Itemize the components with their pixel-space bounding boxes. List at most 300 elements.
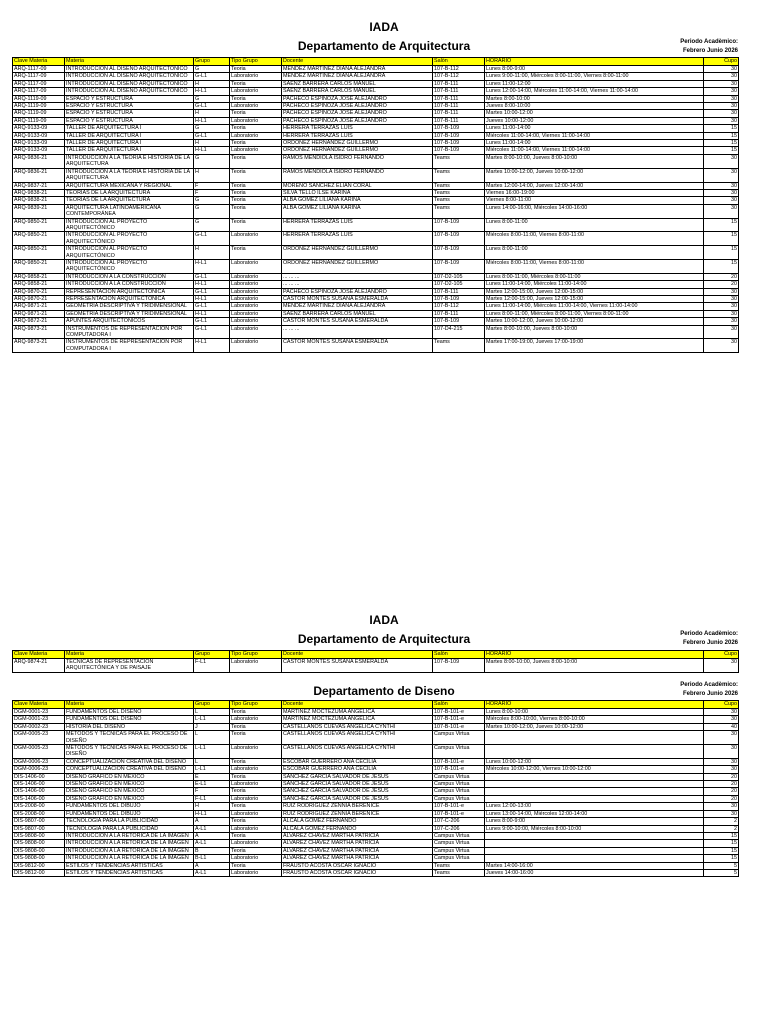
tipo-cell: Laboratorio (230, 281, 282, 288)
grupo-cell: A (194, 832, 230, 839)
tipo-cell: Teoria (230, 246, 282, 260)
grupo-cell: A-L1 (194, 825, 230, 832)
cupo-cell: 30 (704, 310, 739, 317)
table-row (13, 259, 739, 273)
horario-cell: Martes 8:00-10:00 (485, 95, 704, 102)
header-salon: Salòn (433, 651, 485, 659)
cupo-cell: 5 (704, 862, 739, 869)
grupo-cell: G-L1 (194, 318, 230, 325)
table-row (13, 182, 739, 189)
clave-cell: ARQ-1117-09 (13, 66, 65, 73)
horario-cell: Lunes 10:00-12:00 (485, 758, 704, 765)
docente-cell: ALBA GOMEZ LILIANA KARINA (282, 204, 433, 218)
cupo-cell: 30 (704, 810, 739, 817)
tipo-cell: Laboratorio (230, 659, 282, 673)
tipo-cell: Laboratorio (230, 132, 282, 139)
docente-cell: SANCHEZ GARCIA SALVADOR DE JESUS (282, 788, 433, 795)
horario-cell: Lunes 12:00-14:00, Miércoles 11:00-14:00, Viernes 11:00-14:00 (485, 88, 704, 95)
period-value: Febrero Junio 2026 (682, 48, 738, 54)
cupo-cell: 30 (704, 182, 739, 189)
materia-cell: GEOMETRÍA DESCRIPTIVA Y TRIDIMENSIONAL (65, 310, 194, 317)
table-row (13, 103, 739, 110)
docente-cell: SAENZ BARRERA CARLOS MANUEL (282, 80, 433, 87)
docente-cell: MARTINEZ MOCTEZUMA ANGELICA (282, 709, 433, 716)
docente-cell: SANCHEZ GARCIA SALVADOR DE JESUS (282, 795, 433, 802)
grupo-cell: G (194, 218, 230, 232)
table-row (13, 132, 739, 139)
salon-cell: 107-B-111 (433, 88, 485, 95)
grupo-cell: H-L1 (194, 147, 230, 154)
salon-cell: 107-B-109 (433, 132, 485, 139)
clave-cell: ARQ-1119-09 (13, 103, 65, 110)
salon-cell: 107-B-101-e (433, 716, 485, 723)
table-row (13, 731, 739, 745)
cupo-cell: 15 (704, 259, 739, 273)
materia-cell: INTRODUCCIÓN AL PROYECTO ARQUITECTÓNICO (65, 218, 194, 232)
docente-cell: FRAUSTO ACOSTA OSCAR IGNACIO (282, 862, 433, 869)
materia-cell: APUNTES ARQUITECTÓNICOS (65, 318, 194, 325)
salon-cell: Teams (433, 197, 485, 204)
salon-cell: Teams (433, 862, 485, 869)
tipo-cell: Teoria (230, 204, 282, 218)
cupo-cell: 15 (704, 132, 739, 139)
cupo-cell: 30 (704, 80, 739, 87)
grupo-cell: H (194, 110, 230, 117)
header-clave: Clave Materia (13, 651, 65, 659)
docente-cell: HERRERA TERRAZAS LUIS (282, 232, 433, 246)
grupo-cell: F-L1 (194, 795, 230, 802)
clave-cell: ARQ-9839-21 (13, 204, 65, 218)
grupo-cell: A-L1 (194, 840, 230, 847)
docente-cell: CASTOR MONTES SUSANA ESMERALDA (282, 339, 433, 353)
clave-cell: DGM-0006-23 (13, 758, 65, 765)
materia-cell: TALLER DE ARQUITECTURA I (65, 147, 194, 154)
salon-cell: Teams (433, 182, 485, 189)
horario-cell: Lunes 8:00-11:00 (485, 218, 704, 232)
table-row (13, 281, 739, 288)
salon-cell: 107-B-101-e (433, 810, 485, 817)
cupo-cell: 15 (704, 125, 739, 132)
horario-cell: Miércoles 8:00-11:00, Viernes 8:00-11:00 (485, 232, 704, 246)
table-row (13, 758, 739, 765)
cupo-cell: 30 (704, 197, 739, 204)
tipo-cell: Teoria (230, 189, 282, 196)
header-cupo: Cupo (704, 58, 739, 66)
materia-cell: TECNOLOGIA PARA LA PUBLICIDAD (65, 818, 194, 825)
clave-cell: DGM-0001-23 (13, 709, 65, 716)
horario-cell: Miércoles 8:00-10:00, Viernes 8:00-10:00 (485, 716, 704, 723)
tipo-cell: Laboratorio (230, 766, 282, 773)
grupo-cell: F (194, 788, 230, 795)
horario-cell: Miércoles 11:00-14:00, Viernes 11:00-14:00 (485, 132, 704, 139)
table-row (13, 197, 739, 204)
horario-cell (485, 773, 704, 780)
grupo-cell: G (194, 125, 230, 132)
materia-cell: ARQUITECTURA LATINOAMERICANA CONTEMPORÁNEA (65, 204, 194, 218)
table-row (13, 339, 739, 353)
clave-cell: ARQ-9858-21 (13, 273, 65, 280)
cupo-cell: 15 (704, 147, 739, 154)
clave-cell: ARQ-9870-21 (13, 296, 65, 303)
clave-cell: ARQ-9858-21 (13, 281, 65, 288)
horario-cell (485, 788, 704, 795)
tipo-cell: Laboratorio (230, 840, 282, 847)
salon-cell: 107-D4-215 (433, 325, 485, 339)
horario-cell (485, 745, 704, 759)
clave-cell: DIS-2008-00 (13, 803, 65, 810)
horario-cell: Jueves 8:00-10:00 (485, 103, 704, 110)
docente-cell: RUIZ RODRIGUEZ ZENNIA BERENICE (282, 803, 433, 810)
header-grupo: Grupo (194, 58, 230, 66)
salon-cell: 107-B-109 (433, 147, 485, 154)
tipo-cell: Teoria (230, 862, 282, 869)
cupo-cell: 20 (704, 773, 739, 780)
cupo-cell: 20 (704, 273, 739, 280)
salon-cell: 107-B-111 (433, 95, 485, 102)
grupo-cell: H (194, 246, 230, 260)
materia-cell: ESPACIO Y ESTRUCTURA (65, 103, 194, 110)
clave-cell: ARQ-9837-21 (13, 182, 65, 189)
table-row (13, 95, 739, 102)
tipo-cell: Teoria (230, 773, 282, 780)
materia-cell: ARQUITECTURA MEXICANA Y REGIONAL (65, 182, 194, 189)
horario-cell: Miércoles 10:00-12:00, Viernes 10:00-12:00 (485, 766, 704, 773)
table-row (13, 803, 739, 810)
clave-cell: ARQ-9838-21 (13, 189, 65, 196)
clave-cell: DGM-0001-23 (13, 716, 65, 723)
header-materia: Materia (65, 58, 194, 66)
tipo-cell: Teoria (230, 66, 282, 73)
materia-cell: INTRODUCCIÓN AL PROYECTO ARQUITECTÓNICO (65, 246, 194, 260)
tipo-cell: Teoria (230, 197, 282, 204)
salon-cell: Campus Virtua (433, 832, 485, 839)
table-row (13, 810, 739, 817)
table-row (13, 723, 739, 730)
table-row (13, 773, 739, 780)
tipo-cell: Laboratorio (230, 117, 282, 124)
table-row (13, 303, 739, 310)
docente-cell: ESCOBAR GUERRERO ANA CECILIA (282, 766, 433, 773)
cupo-cell: 2 (704, 818, 739, 825)
materia-cell: INSTRUMENTOS DE REPRESENTACIÓN POR COMPUTADORA I (65, 339, 194, 353)
cupo-cell: 30 (704, 154, 739, 168)
institute-title: IADA (369, 20, 399, 34)
grupo-cell: G-L1 (194, 232, 230, 246)
schedule-table-diseno (12, 700, 739, 877)
horario-cell: Jueves 14:00-16:00 (485, 869, 704, 876)
cupo-cell: 15 (704, 232, 739, 246)
horario-cell: Lunes 12:00-13:00 (485, 803, 704, 810)
materia-cell: MÉTODOS Y TÉCNICAS PARA EL PROCESO DE DISEÑO (65, 731, 194, 745)
materia-cell: ESTILOS Y TENDENCIAS ARTISTICAS (65, 862, 194, 869)
horario-cell: Viernes 8:00-11:00 (485, 197, 704, 204)
docente-cell: ... ... ... (282, 281, 433, 288)
period-block (680, 681, 738, 699)
header-clave: Clave Materia (13, 58, 65, 66)
header-grupo: Grupo (194, 651, 230, 659)
clave-cell: DGM-0006-23 (13, 766, 65, 773)
table-row (13, 862, 739, 869)
period-block (680, 38, 738, 56)
cupo-cell: 15 (704, 246, 739, 260)
table-row (13, 318, 739, 325)
clave-cell: DGM-0005-23 (13, 731, 65, 745)
horario-cell (485, 840, 704, 847)
tipo-cell: Laboratorio (230, 325, 282, 339)
grupo-cell: H-L1 (194, 281, 230, 288)
tipo-cell: Teoria (230, 709, 282, 716)
docente-cell: SAENZ BARRERA CARLOS MANUEL (282, 88, 433, 95)
grupo-cell: F (194, 182, 230, 189)
tipo-cell: Teoria (230, 788, 282, 795)
horario-cell: Lunes 8:00-9:00 (485, 818, 704, 825)
table-row (13, 218, 739, 232)
salon-cell: 107-B-101-e (433, 709, 485, 716)
tipo-cell: Laboratorio (230, 273, 282, 280)
grupo-cell: H-L1 (194, 310, 230, 317)
table-row (13, 288, 739, 295)
cupo-cell: 30 (704, 110, 739, 117)
clave-cell: DIS-9808-00 (13, 847, 65, 854)
grupo-cell: B-L1 (194, 855, 230, 862)
docente-cell: CASTOR MONTES SUSANA ESMERALDA (282, 659, 433, 673)
docente-cell: MENDEZ MARTINEZ DIANA ALEJANDRA (282, 303, 433, 310)
table-row (13, 154, 739, 168)
tipo-cell: Laboratorio (230, 88, 282, 95)
cupo-cell: 20 (704, 795, 739, 802)
table-row (13, 110, 739, 117)
materia-cell: TÉCNICAS DE REPRESENTACIÓN ARQUITECTÓNICA Y DE PAISAJE (65, 659, 194, 673)
table-row (13, 847, 739, 854)
cupo-cell: 30 (704, 73, 739, 80)
table-row (13, 140, 739, 147)
horario-cell: Lunes 8:00-9:00 (485, 66, 704, 73)
docente-cell: PACHECO ESPINOZA JOSE ALEJANDRO (282, 110, 433, 117)
grupo-cell: G-L1 (194, 325, 230, 339)
materia-cell: ESPACIO Y ESTRUCTURA (65, 117, 194, 124)
cupo-cell: 30 (704, 296, 739, 303)
horario-cell: Martes 10:00-12:00 (485, 110, 704, 117)
cupo-cell: 30 (704, 117, 739, 124)
horario-cell (485, 731, 704, 745)
docente-cell: SANCHEZ GARCIA SALVADOR DE JESUS (282, 773, 433, 780)
horario-cell: Martes 8:00-10:00, Jueves 8:00-10:00 (485, 659, 704, 673)
salon-cell: 107-B-112 (433, 66, 485, 73)
materia-cell: FUNDAMENTOS DEL DIBUJO (65, 803, 194, 810)
grupo-cell: G-L1 (194, 288, 230, 295)
table-row (13, 66, 739, 73)
docente-cell: ALBA GOMEZ LILIANA KARINA (282, 197, 433, 204)
grupo-cell: G (194, 95, 230, 102)
clave-cell: DIS-1406-00 (13, 781, 65, 788)
clave-cell: ARQ-1117-09 (13, 73, 65, 80)
tipo-cell: Teoria (230, 818, 282, 825)
cupo-cell: 5 (704, 869, 739, 876)
tipo-cell: Teoria (230, 218, 282, 232)
materia-cell: CONCEPTUALIZACIÓN CREATIVA DEL DISEÑO (65, 758, 194, 765)
clave-cell: ARQ-9870-21 (13, 288, 65, 295)
salon-cell: 107-B-111 (433, 310, 485, 317)
cupo-cell: 30 (704, 709, 739, 716)
salon-cell: Teams (433, 339, 485, 353)
cupo-cell: 30 (704, 659, 739, 673)
materia-cell: TALLER DE ARQUITECTURA I (65, 125, 194, 132)
materia-cell: DISEÑO GRAFICO EN MEXICO (65, 788, 194, 795)
period-block (680, 630, 738, 648)
tipo-cell: Teoria (230, 140, 282, 147)
docente-cell: HERRERA TERRAZAS LUIS (282, 132, 433, 139)
department-title: Departamento de Arquitectura (297, 39, 471, 53)
grupo-cell: H-L1 (194, 296, 230, 303)
docente-cell: ... ... ... (282, 273, 433, 280)
tipo-cell: Laboratorio (230, 103, 282, 110)
cupo-cell: 30 (704, 731, 739, 745)
tipo-cell: Teoria (230, 803, 282, 810)
grupo-cell: A (194, 862, 230, 869)
grupo-cell: L-L1 (194, 716, 230, 723)
materia-cell: HISTORIA DEL DISEÑO (65, 723, 194, 730)
tipo-cell: Teoria (230, 182, 282, 189)
horario-cell: Lunes 11:00-12:00 (485, 80, 704, 87)
header-materia: Materia (65, 701, 194, 709)
cupo-cell: 30 (704, 318, 739, 325)
horario-cell: Lunes 13:00-14:00, Miércoles 12:00-14:00 (485, 810, 704, 817)
cupo-cell: 20 (704, 781, 739, 788)
tipo-cell: Laboratorio (230, 745, 282, 759)
materia-cell: INTRODUCCION A LA RETORICA DE LA IMAGEN (65, 840, 194, 847)
table-row (13, 125, 739, 132)
grupo-cell: H (194, 803, 230, 810)
horario-cell: Martes 8:00-10:00, Jueves 8:00-10:00 (485, 325, 704, 339)
horario-cell: Martes 10:00-12:00, Jueves 10:00-12:00 (485, 168, 704, 182)
horario-cell: Lunes 14:00-16:00, Miércoles 14:00-16:00 (485, 204, 704, 218)
grupo-cell: F (194, 189, 230, 196)
docente-cell: ORDOÑEZ HERNANDEZ GUILLERMO (282, 140, 433, 147)
header-horario: HORARIO (485, 58, 704, 66)
docente-cell: RUIZ RODRIGUEZ ZENNIA BERENICE (282, 810, 433, 817)
header-docente: Docente (282, 58, 433, 66)
horario-cell: Lunes 8:00-11:00, Miércoles 8:00-11:00 (485, 273, 704, 280)
docente-cell: CASTELLANOS CUEVAS ANGELICA CYNTHI (282, 723, 433, 730)
horario-cell: Lunes 11:00-14:00, Miércoles 11:00-14:00 (485, 281, 704, 288)
cupo-cell: 30 (704, 168, 739, 182)
materia-cell: DISEÑO GRAFICO EN MEXICO (65, 781, 194, 788)
docente-cell: ORDOÑEZ HERNANDEZ GUILLERMO (282, 246, 433, 260)
table-row (13, 709, 739, 716)
docente-cell: ALVAREZ CHAVEZ MARTHA PATRICIA (282, 840, 433, 847)
materia-cell: ESPACIO Y ESTRUCTURA (65, 95, 194, 102)
clave-cell: ARQ-9872-21 (13, 318, 65, 325)
salon-cell: 107-B-111 (433, 110, 485, 117)
table-row (13, 296, 739, 303)
clave-cell: ARQ-9874-21 (13, 659, 65, 673)
period-value: Febrero Junio 2026 (682, 691, 738, 697)
tipo-cell: Laboratorio (230, 288, 282, 295)
clave-cell: ARQ-9873-21 (13, 325, 65, 339)
materia-cell: TEORÍAS DE LA ARQUITECTURA (65, 189, 194, 196)
clave-cell: DIS-9812-00 (13, 862, 65, 869)
grupo-cell: L (194, 758, 230, 765)
cupo-cell: 30 (704, 66, 739, 73)
cupo-cell: 15 (704, 832, 739, 839)
horario-cell (485, 832, 704, 839)
department-title: Departamento de Arquitectura (297, 632, 471, 646)
grupo-cell: E-L1 (194, 781, 230, 788)
clave-cell: ARQ-9133-09 (13, 125, 65, 132)
grupo-cell: G (194, 204, 230, 218)
docente-cell: PACHECO ESPINOZA JOSE ALEJANDRO (282, 103, 433, 110)
materia-cell: TECNOLOGIA PARA LA PUBLICIDAD (65, 825, 194, 832)
salon-cell: 107-B-111 (433, 288, 485, 295)
table-row (13, 832, 739, 839)
table-row (13, 310, 739, 317)
docente-cell: CASTOR MONTES SUSANA ESMERALDA (282, 318, 433, 325)
docente-cell: MORENO SANCHEZ ELIAN CORAL (282, 182, 433, 189)
table-row (13, 88, 739, 95)
salon-cell: 107-B-111 (433, 80, 485, 87)
materia-cell: FUNDAMENTOS DEL DIBUJO (65, 810, 194, 817)
table-row (13, 273, 739, 280)
header-row (13, 651, 739, 659)
horario-cell: Miércoles 11:00-14:00, Viernes 11:00-14:00 (485, 147, 704, 154)
grupo-cell: L (194, 709, 230, 716)
cupo-cell: 15 (704, 218, 739, 232)
clave-cell: ARQ-9873-21 (13, 339, 65, 353)
cupo-cell: 15 (704, 855, 739, 862)
clave-cell: ARQ-1119-09 (13, 110, 65, 117)
horario-cell: Miércoles 8:00-11:00, Viernes 8:00-11:00 (485, 259, 704, 273)
salon-cell: 107-B-109 (433, 246, 485, 260)
salon-cell: 107-D2-105 (433, 281, 485, 288)
header-materia: Materia (65, 651, 194, 659)
tipo-cell: Teoria (230, 832, 282, 839)
docente-cell: HERRERA TERRAZAS LUIS (282, 125, 433, 132)
table-row (13, 716, 739, 723)
header-salon: Salòn (433, 701, 485, 709)
clave-cell: DIS-1406-00 (13, 773, 65, 780)
header-cupo: Cupo (704, 701, 739, 709)
materia-cell: ESTILOS Y TENDENCIAS ARTISTICAS (65, 869, 194, 876)
cupo-cell: 15 (704, 847, 739, 854)
grupo-cell: E (194, 773, 230, 780)
grupo-cell: G (194, 197, 230, 204)
materia-cell: INTRODUCCIÓN A LA CONSTRUCCIÓN (65, 281, 194, 288)
header-tipo: Tipo Grupo (230, 701, 282, 709)
horario-cell: Martes 17:00-19:00, Jueves 17:00-19:00 (485, 339, 704, 353)
salon-cell: 107-B-101-e (433, 803, 485, 810)
tipo-cell: Teoria (230, 758, 282, 765)
horario-cell: Lunes 8:00-10:00 (485, 709, 704, 716)
salon-cell: 107-B-101-e (433, 758, 485, 765)
materia-cell: FUNDAMENTOS DEL DISEÑO (65, 709, 194, 716)
salon-cell: Teams (433, 154, 485, 168)
cupo-cell: 30 (704, 95, 739, 102)
header-salon: Salòn (433, 58, 485, 66)
clave-cell: DGM-0005-23 (13, 745, 65, 759)
header-cupo: Cupo (704, 651, 739, 659)
horario-cell: Martes 10:00-12:00, Jueves 10:00-12:00 (485, 318, 704, 325)
docente-cell: RAMOS MENDIOLA ISIDRO FERNANDO (282, 154, 433, 168)
materia-cell: TALLER DE ARQUITECTURA I (65, 140, 194, 147)
salon-cell: 107-B-109 (433, 140, 485, 147)
materia-cell: REPRESENTACIÓN ARQUITECTÓNICA (65, 288, 194, 295)
docente-cell: ALVAREZ CHAVEZ MARTHA PATRICIA (282, 832, 433, 839)
clave-cell: DIS-1406-00 (13, 788, 65, 795)
cupo-cell: 15 (704, 840, 739, 847)
clave-cell: DIS-9808-00 (13, 840, 65, 847)
salon-cell: 107-B-109 (433, 232, 485, 246)
materia-cell: INTRODUCCION AL DISEÑO ARQUITECTONICO (65, 73, 194, 80)
